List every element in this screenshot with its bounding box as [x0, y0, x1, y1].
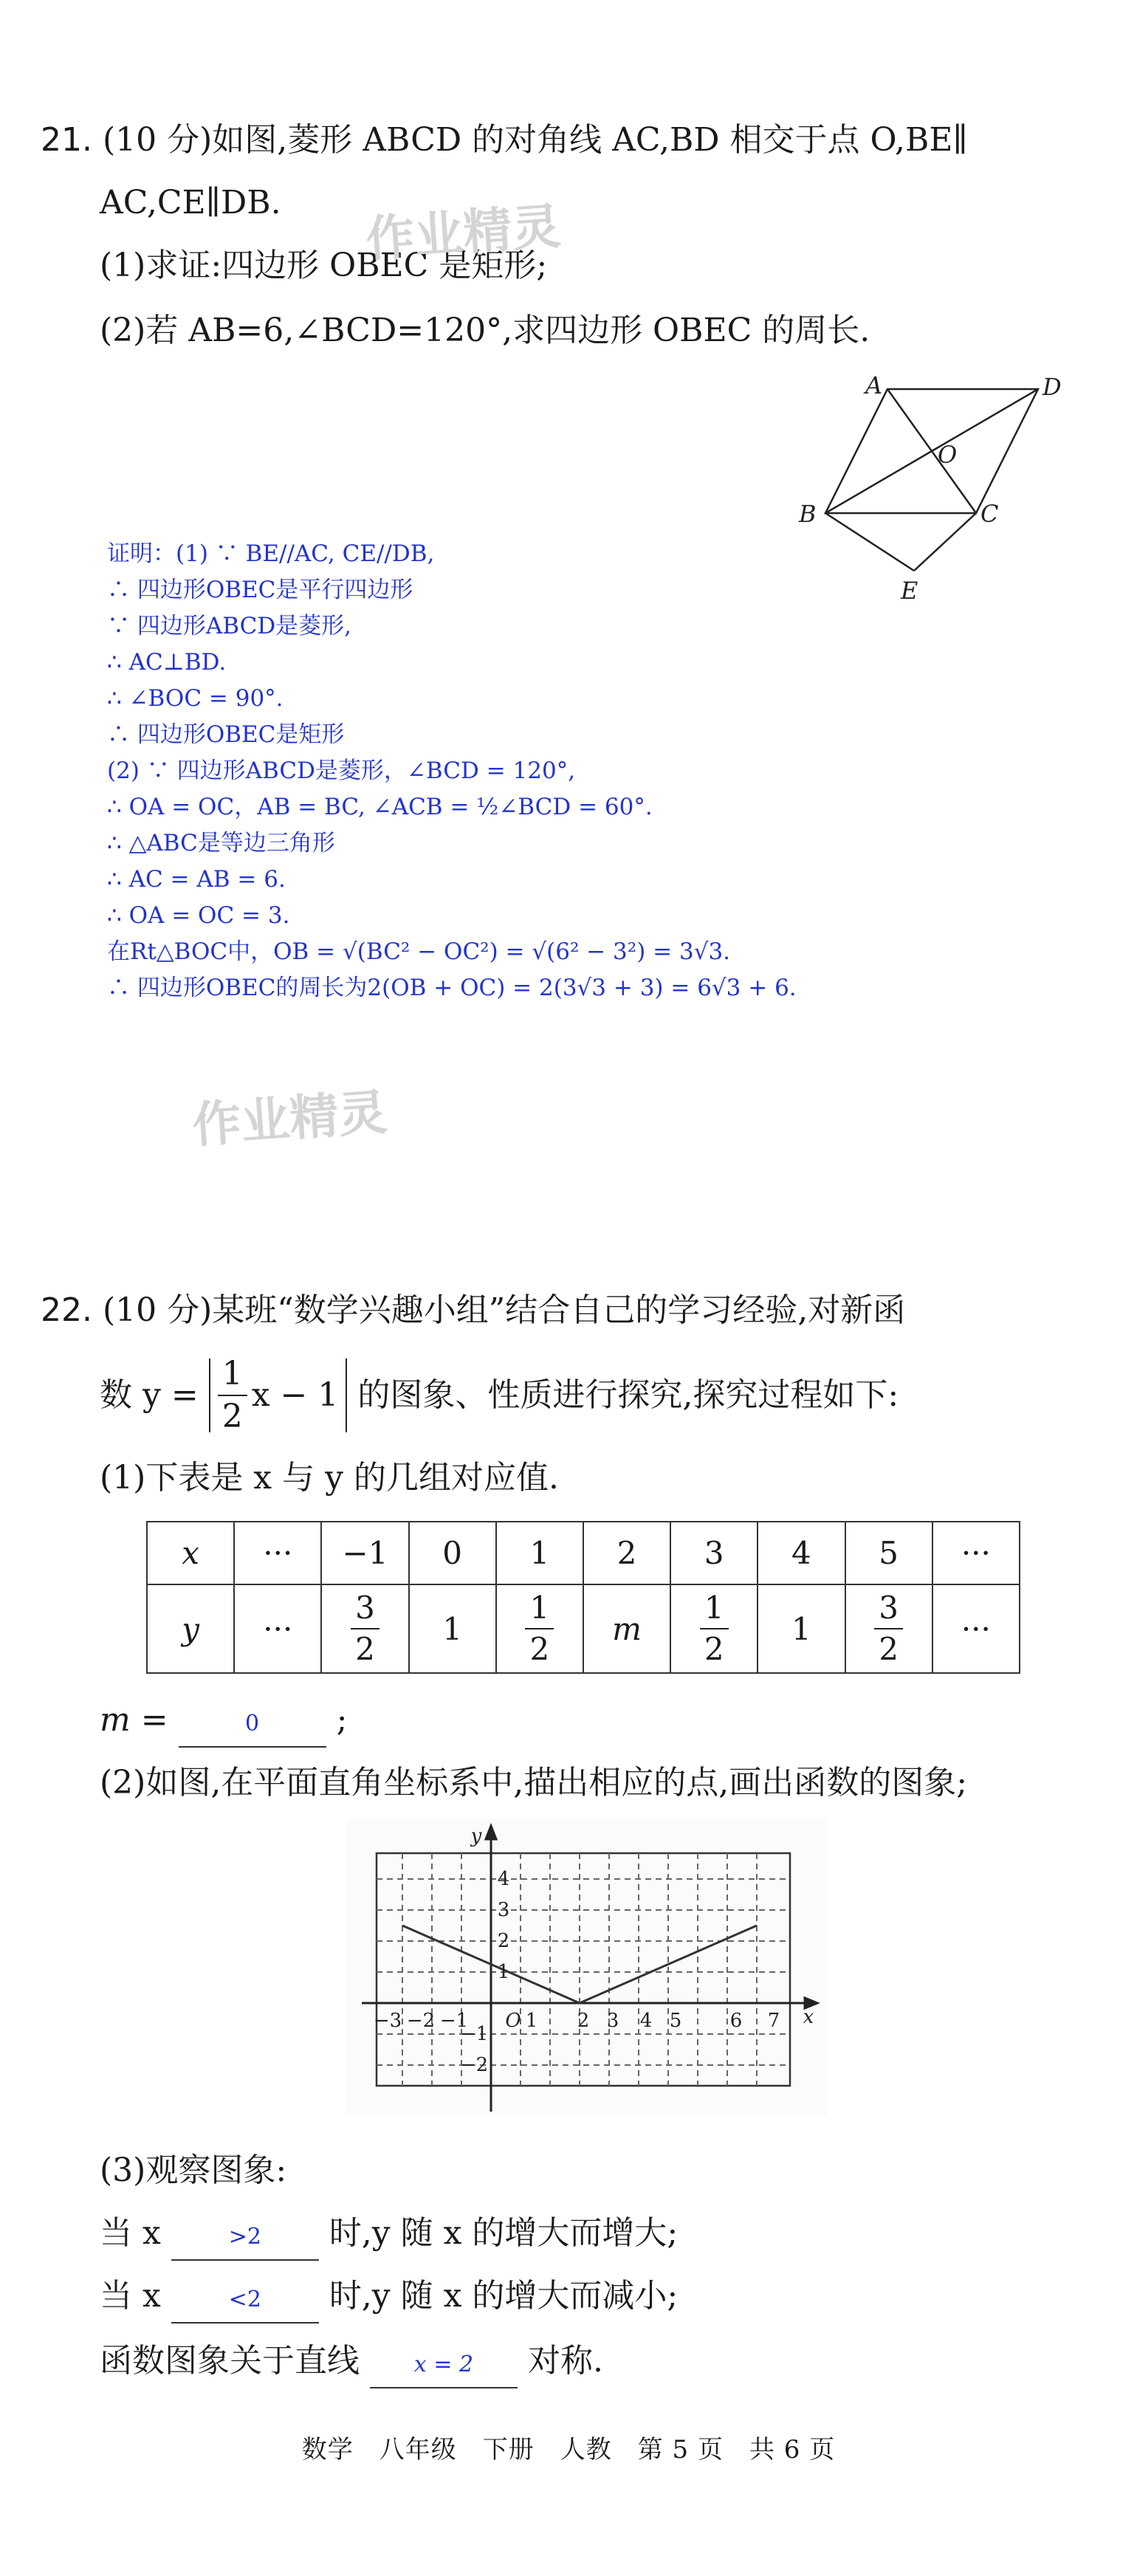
label-a: A [865, 371, 883, 399]
observe-line-decrease [100, 2274, 678, 2323]
absolute-value [209, 1355, 348, 1435]
table-cell: −1 [321, 1522, 408, 1584]
answer-decrease: <2 [228, 2287, 261, 2312]
table-cell: 0 [409, 1522, 496, 1584]
q21-number: 21. [41, 121, 92, 159]
segment-ce [914, 513, 976, 571]
x-tick-label: 4 [639, 2010, 653, 2032]
proof-line: ∴ ∠BOC = 90°. [107, 685, 284, 712]
label-b: B [799, 500, 817, 528]
proof-line: 证明：(1) ∵ BE//AC, CE//DB, [107, 540, 435, 567]
answer-blank [171, 2274, 319, 2323]
y-tick-label: 4 [497, 1868, 510, 1890]
y-tick-label: −2 [459, 2054, 489, 2076]
answer-symmetry: x = 2 [413, 2352, 474, 2377]
q21-line2: AC,CE∥DB. [100, 184, 281, 221]
x-axis-label: x [803, 2006, 814, 2028]
table-cell: 4 [758, 1522, 845, 1584]
y-tick-label: −1 [459, 2023, 489, 2045]
y-tick-label: 2 [497, 1930, 510, 1952]
proof-line: ∴ 四边形OBEC是平行四边形 [107, 577, 413, 603]
observe-line-symmetry [100, 2339, 603, 2388]
line-suffix: 时,y 随 x 的增大而减小; [329, 2277, 679, 2315]
line-prefix: 当 x [100, 2277, 161, 2315]
coordinate-graph [347, 1820, 827, 2115]
label-o: O [938, 441, 958, 469]
table-cell: $\frac{3}{2}$ [845, 1584, 932, 1673]
table-cell: ··· [234, 1522, 321, 1584]
function-body: x − 1 [251, 1376, 339, 1414]
label-e: E [901, 577, 918, 605]
table-cell: $\frac{1}{2}$ [496, 1584, 583, 1673]
table-cell: ··· [932, 1584, 1020, 1673]
q21-part2: (2)若 AB=6,∠BCD=120°,求四边形 OBEC 的周长. [100, 312, 870, 349]
proof-line: ∴ AC⊥BD. [107, 649, 227, 676]
fraction-half: $\frac{1}{2}$ [218, 1358, 247, 1433]
table-cell: y [147, 1584, 234, 1673]
line-suffix: 时,y 随 x 的增大而增大; [329, 2214, 679, 2252]
proof-line: ∴ OA = OC = 3. [107, 902, 290, 929]
proof-line: ∴ OA = OC，AB = BC, ∠ACB = ½∠BCD = 60°. [107, 794, 653, 820]
table-cell: m [583, 1584, 670, 1673]
proof-line: ∴ AC = AB = 6. [107, 866, 286, 893]
table-cell: 1 [409, 1584, 496, 1673]
x-tick-label: −3 [373, 2010, 402, 2032]
table-row-x [147, 1522, 1020, 1584]
segment-be [825, 513, 914, 571]
q22-part2: (2)如图,在平面直角坐标系中,描出相应的点,画出函数的图象; [100, 1764, 968, 1802]
y-axis-label: y [470, 1825, 482, 1847]
proof-line: (2) ∵ 四边形ABCD是菱形，∠BCD = 120°, [107, 758, 576, 784]
answer-blank [370, 2339, 518, 2388]
q22-part1: (1)下表是 x 与 y 的几组对应值. [100, 1459, 559, 1497]
table-cell: 5 [845, 1522, 932, 1584]
table-cell: ··· [234, 1584, 321, 1673]
table-cell: 3 [670, 1522, 758, 1584]
table-cell: 1 [496, 1522, 583, 1584]
table-row-y [147, 1584, 1020, 1673]
watermark: 作业精灵 [190, 1083, 389, 1155]
q21-proof [107, 536, 797, 1006]
proof-line: ∴ 四边形OBEC的周长为2(OB + OC) = 2(3√3 + 3) = 6√3 + 6. [107, 975, 797, 1001]
m-end: ; [336, 1701, 348, 1739]
q22-part3: (3)观察图象: [100, 2151, 287, 2189]
q22-number: 22. [41, 1291, 92, 1329]
function-prefix: 数 y = [100, 1376, 199, 1414]
line-suffix: 对称. [528, 2342, 603, 2380]
table-cell: $\frac{3}{2}$ [321, 1584, 408, 1673]
rhombus-figure [783, 365, 1093, 616]
x-tick-label: 3 [606, 2010, 619, 2032]
watermark: 作业精灵 [364, 197, 563, 269]
m-blank [179, 1698, 326, 1748]
label-d: D [1042, 373, 1062, 401]
proof-line: ∴ △ABC是等边三角形 [107, 830, 335, 856]
m-answer-line [100, 1698, 347, 1748]
q21-line1: (10 分)如图,菱形 ABCD 的对角线 AC,BD 相交于点 O,BE∥ [102, 121, 968, 159]
x-tick-label: 5 [669, 2010, 682, 2032]
x-tick-label: 6 [729, 2010, 743, 2032]
label-c: C [980, 500, 999, 528]
observe-line-increase [100, 2211, 678, 2261]
proof-line: ∵ 四边形ABCD是菱形, [107, 613, 352, 639]
m-answer: 0 [245, 1711, 260, 1737]
x-tick-label: 1 [525, 2010, 538, 2032]
x-tick-label: 2 [577, 2010, 590, 2032]
q21-part1: (1)求证:四边形 OBEC 是矩形; [100, 247, 548, 284]
line-prefix: 函数图象关于直线 [100, 2342, 360, 2380]
q22-heading [41, 1288, 905, 1333]
answer-blank [171, 2211, 319, 2261]
page-footer: 数学 八年级 下册 人教 第 5 页 共 6 页 [301, 2435, 836, 2465]
proof-line: 在Rt△BOC中，OB = √(BC² − OC²) = √(6² − 3²) = 3√3. [107, 938, 731, 965]
values-table [146, 1521, 1020, 1674]
answer-increase: >2 [228, 2224, 261, 2250]
table-cell: 1 [758, 1584, 845, 1673]
table-cell: ··· [932, 1522, 1020, 1584]
table-cell: 2 [583, 1522, 670, 1584]
x-tick-label: 7 [767, 2010, 780, 2032]
y-tick-label: 1 [497, 1961, 510, 1983]
x-tick-label: −2 [406, 2010, 436, 2032]
proof-line: ∴ 四边形OBEC是矩形 [107, 721, 345, 748]
q22-line1: (10 分)某班“数学兴趣小组”结合自己的学习经验,对新函 [102, 1291, 906, 1329]
function-suffix: 的图象、性质进行探究,探究过程如下: [357, 1376, 899, 1414]
origin-label: O [505, 2010, 521, 2032]
line-prefix: 当 x [100, 2214, 161, 2252]
y-tick-label: 3 [497, 1899, 510, 1921]
table-cell: $\frac{1}{2}$ [670, 1584, 758, 1673]
x-tick-label: −1 [439, 2010, 469, 2032]
q21-heading [41, 118, 968, 162]
table-cell: x [147, 1522, 234, 1584]
q22-function-line [100, 1355, 899, 1435]
m-label: m = [100, 1701, 168, 1739]
